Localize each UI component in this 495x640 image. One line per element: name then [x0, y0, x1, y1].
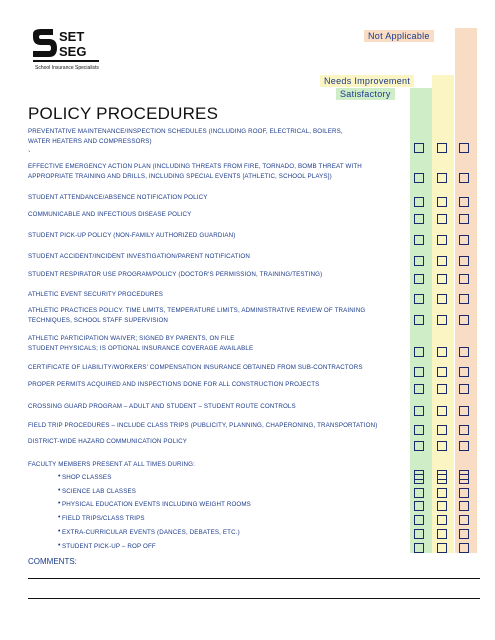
- satisfactory-checkbox[interactable]: [414, 441, 424, 451]
- checklist-item: [28, 290, 404, 300]
- not-applicable-checkbox[interactable]: [459, 501, 469, 511]
- bullet-item: FIELD TRIPS/CLASS TRIPS: [62, 515, 145, 522]
- bullet-item: PHYSICAL EDUCATION EVENTS INCLUDING WEIGHT ROOMS: [62, 501, 251, 508]
- item-text: DISTRICT-WIDE HAZARD COMMUNICATION POLICY: [28, 438, 188, 445]
- checklist-item: [28, 363, 404, 373]
- needs-improvement-checkbox[interactable]: [437, 406, 447, 416]
- needs-improvement-checkbox[interactable]: [437, 214, 447, 224]
- bullet-icon: •: [58, 514, 61, 521]
- checklist-item: [28, 402, 404, 412]
- satisfactory-checkbox[interactable]: [414, 235, 424, 245]
- satisfactory-checkbox[interactable]: [414, 501, 424, 511]
- not-applicable-header: Not Applicable: [364, 30, 434, 42]
- not-applicable-checkbox[interactable]: [459, 515, 469, 525]
- item-text: STUDENT PICK-UP POLICY (NON-FAMILY AUTHORIZED GUARDIAN): [28, 232, 236, 239]
- bullet-item: EXTRA-CURRICULAR EVENTS (DANCES, DEBATES, ETC.): [62, 529, 240, 536]
- item-text: STUDENT ATTENDANCE/ABSENCE NOTIFICATION POLICY: [28, 194, 208, 201]
- item-text-continued: APPROPRIATE TRAINING AND DRILLS, INCLUDING SPECIAL EVENTS [ATHLETIC, SCHOOL PLAYS]): [28, 173, 332, 180]
- checklist-item: [28, 437, 404, 447]
- comments-line: [28, 598, 480, 599]
- satisfactory-checkbox[interactable]: [414, 406, 424, 416]
- bullet-icon: •: [58, 528, 61, 535]
- item-text: EFFECTIVE EMERGENCY ACTION PLAN (INCLUDING THREATS FROM FIRE, TORNADO, BOMB THREAT WITH: [28, 163, 362, 170]
- satisfactory-checkbox[interactable]: [414, 173, 424, 183]
- not-applicable-checkbox[interactable]: [459, 143, 469, 153]
- item-text: CERTIFICATE OF LIABILITY/WORKERS' COMPENSATION INSURANCE OBTAINED FROM SUB-CONTRACTORS: [28, 364, 363, 371]
- item-text: CROSSING GUARD PROGRAM – ADULT AND STUDENT – STUDENT ROUTE CONTROLS: [28, 403, 296, 410]
- satisfactory-checkbox[interactable]: [414, 294, 424, 304]
- item-text-continued: WATER HEATERS AND COMPRESSORS): [28, 138, 152, 145]
- satisfactory-checkbox[interactable]: [414, 543, 424, 553]
- needs-improvement-checkbox[interactable]: [437, 474, 447, 484]
- checklist-item: [28, 193, 404, 203]
- needs-improvement-checkbox[interactable]: [437, 315, 447, 325]
- needs-improvement-checkbox[interactable]: [437, 425, 447, 435]
- item-text-continued: STUDENT PHYSICALS; IS OPTIONAL INSURANCE COVERAGE AVAILABLE: [28, 345, 254, 352]
- checklist-item: [28, 252, 404, 262]
- satisfactory-checkbox[interactable]: [414, 256, 424, 266]
- checklist-item: [28, 334, 404, 354]
- checklist-item: [28, 127, 404, 147]
- item-text: PREVENTATIVE MAINTENANCE/INSPECTION SCHEDULES (INCLUDING ROOF, ELECTRICAL, BOILERS,: [28, 128, 343, 135]
- set-seg-logo: [29, 26, 101, 68]
- not-applicable-checkbox[interactable]: [459, 256, 469, 266]
- satisfactory-checkbox[interactable]: [414, 347, 424, 357]
- not-applicable-checkbox[interactable]: [459, 367, 469, 377]
- needs-improvement-checkbox[interactable]: [437, 384, 447, 394]
- needs-improvement-checkbox[interactable]: [437, 256, 447, 266]
- checklist-item: [28, 162, 404, 182]
- item-text: PROPER PERMITS ACQUIRED AND INSPECTIONS DONE FOR ALL CONSTRUCTION PROJECTS: [28, 381, 320, 388]
- svg-text:SET: SET: [59, 29, 85, 44]
- needs-improvement-checkbox[interactable]: [437, 515, 447, 525]
- checklist-item: [28, 270, 404, 280]
- not-applicable-checkbox[interactable]: [459, 529, 469, 539]
- satisfactory-checkbox[interactable]: [414, 425, 424, 435]
- satisfactory-checkbox[interactable]: [414, 384, 424, 394]
- item-text-continued: TECHNIQUES, SCHOOL STAFF SUPERVISION: [28, 317, 169, 324]
- not-applicable-checkbox[interactable]: [459, 173, 469, 183]
- comments-label: COMMENTS:: [28, 557, 77, 566]
- needs-improvement-checkbox[interactable]: [437, 367, 447, 377]
- item-text: ATHLETIC PRACTICES POLICY. TIME LIMITS, TEMPERATURE LIMITS, ADMINISTRATIVE REVIEW OF TRAINING: [28, 307, 366, 314]
- checklist-item: [28, 306, 404, 326]
- not-applicable-checkbox[interactable]: [459, 406, 469, 416]
- satisfactory-checkbox[interactable]: [414, 529, 424, 539]
- satisfactory-checkbox[interactable]: [414, 515, 424, 525]
- comments-line: [28, 578, 480, 579]
- item-text: ATHLETIC PARTICIPATION WAIVER; SIGNED BY PARENTS, ON FILE: [28, 335, 235, 342]
- not-applicable-checkbox[interactable]: [459, 543, 469, 553]
- needs-improvement-header: Needs Improvement: [320, 75, 414, 87]
- not-applicable-checkbox[interactable]: [459, 441, 469, 451]
- svg-text:SEG: SEG: [59, 44, 87, 59]
- not-applicable-checkbox[interactable]: [459, 425, 469, 435]
- not-applicable-checkbox[interactable]: [459, 274, 469, 284]
- page-title: POLICY PROCEDURES: [28, 104, 219, 123]
- satisfactory-checkbox[interactable]: [414, 197, 424, 207]
- needs-improvement-checkbox[interactable]: [437, 294, 447, 304]
- checklist-item: [28, 380, 404, 390]
- satisfactory-checkbox[interactable]: [414, 214, 424, 224]
- needs-improvement-checkbox[interactable]: [437, 488, 447, 498]
- not-applicable-checkbox[interactable]: [459, 197, 469, 207]
- not-applicable-checkbox[interactable]: [459, 488, 469, 498]
- item-text: ATHLETIC EVENT SECURITY PROCEDURES: [28, 291, 164, 298]
- checklist-item: [28, 460, 404, 470]
- satisfactory-checkbox[interactable]: [414, 488, 424, 498]
- item-text: STUDENT ACCIDENT/INCIDENT INVESTIGATION/PARENT NOTIFICATION: [28, 253, 250, 260]
- bullet-icon: •: [58, 473, 61, 480]
- item-text: STUDENT RESPIRATOR USE PROGRAM/POLICY (DOCTOR'S PERMISSION, TRAINING/TESTING): [28, 271, 323, 278]
- satisfactory-checkbox[interactable]: [414, 367, 424, 377]
- item-text: FACULTY MEMBERS PRESENT AT ALL TIMES DURING:: [28, 461, 195, 468]
- stray-mark: `: [28, 150, 31, 159]
- item-text: FIELD TRIP PROCEDURES – INCLUDE CLASS TRIPS (PUBLICITY, PLANNING, CHAPERONING, TRANSPORTATION): [28, 422, 378, 429]
- satisfactory-checkbox[interactable]: [414, 315, 424, 325]
- needs-improvement-checkbox[interactable]: [437, 274, 447, 284]
- bullet-item: SHOP CLASSES: [62, 474, 112, 481]
- not-applicable-checkbox[interactable]: [459, 315, 469, 325]
- needs-improvement-checkbox[interactable]: [437, 441, 447, 451]
- not-applicable-checkbox[interactable]: [459, 235, 469, 245]
- not-applicable-checkbox[interactable]: [459, 214, 469, 224]
- needs-improvement-checkbox[interactable]: [437, 501, 447, 511]
- needs-improvement-checkbox[interactable]: [437, 347, 447, 357]
- bullet-icon: •: [58, 500, 61, 507]
- not-applicable-checkbox[interactable]: [459, 294, 469, 304]
- checklist-item: [28, 231, 404, 241]
- checklist-item: [28, 210, 404, 220]
- bullet-icon: •: [58, 542, 61, 549]
- needs-improvement-checkbox[interactable]: [437, 143, 447, 153]
- needs-improvement-checkbox[interactable]: [437, 543, 447, 553]
- needs-improvement-checkbox[interactable]: [437, 197, 447, 207]
- needs-improvement-checkbox[interactable]: [437, 235, 447, 245]
- not-applicable-checkbox[interactable]: [459, 474, 469, 484]
- needs-improvement-checkbox[interactable]: [437, 173, 447, 183]
- checklist-item: [28, 421, 404, 431]
- satisfactory-header: Satisfactory: [336, 88, 395, 100]
- logo-tagline: School Insurance Specialists: [35, 65, 99, 71]
- bullet-item: STUDENT PICK-UP – ROP OFF: [62, 543, 156, 550]
- satisfactory-checkbox[interactable]: [414, 474, 424, 484]
- bullet-icon: •: [58, 487, 61, 494]
- not-applicable-checkbox[interactable]: [459, 384, 469, 394]
- satisfactory-checkbox[interactable]: [414, 274, 424, 284]
- item-text: COMMUNICABLE AND INFECTIOUS DISEASE POLICY: [28, 211, 192, 218]
- satisfactory-checkbox[interactable]: [414, 143, 424, 153]
- not-applicable-checkbox[interactable]: [459, 347, 469, 357]
- needs-improvement-checkbox[interactable]: [437, 529, 447, 539]
- bullet-item: SCIENCE LAB CLASSES: [62, 488, 137, 495]
